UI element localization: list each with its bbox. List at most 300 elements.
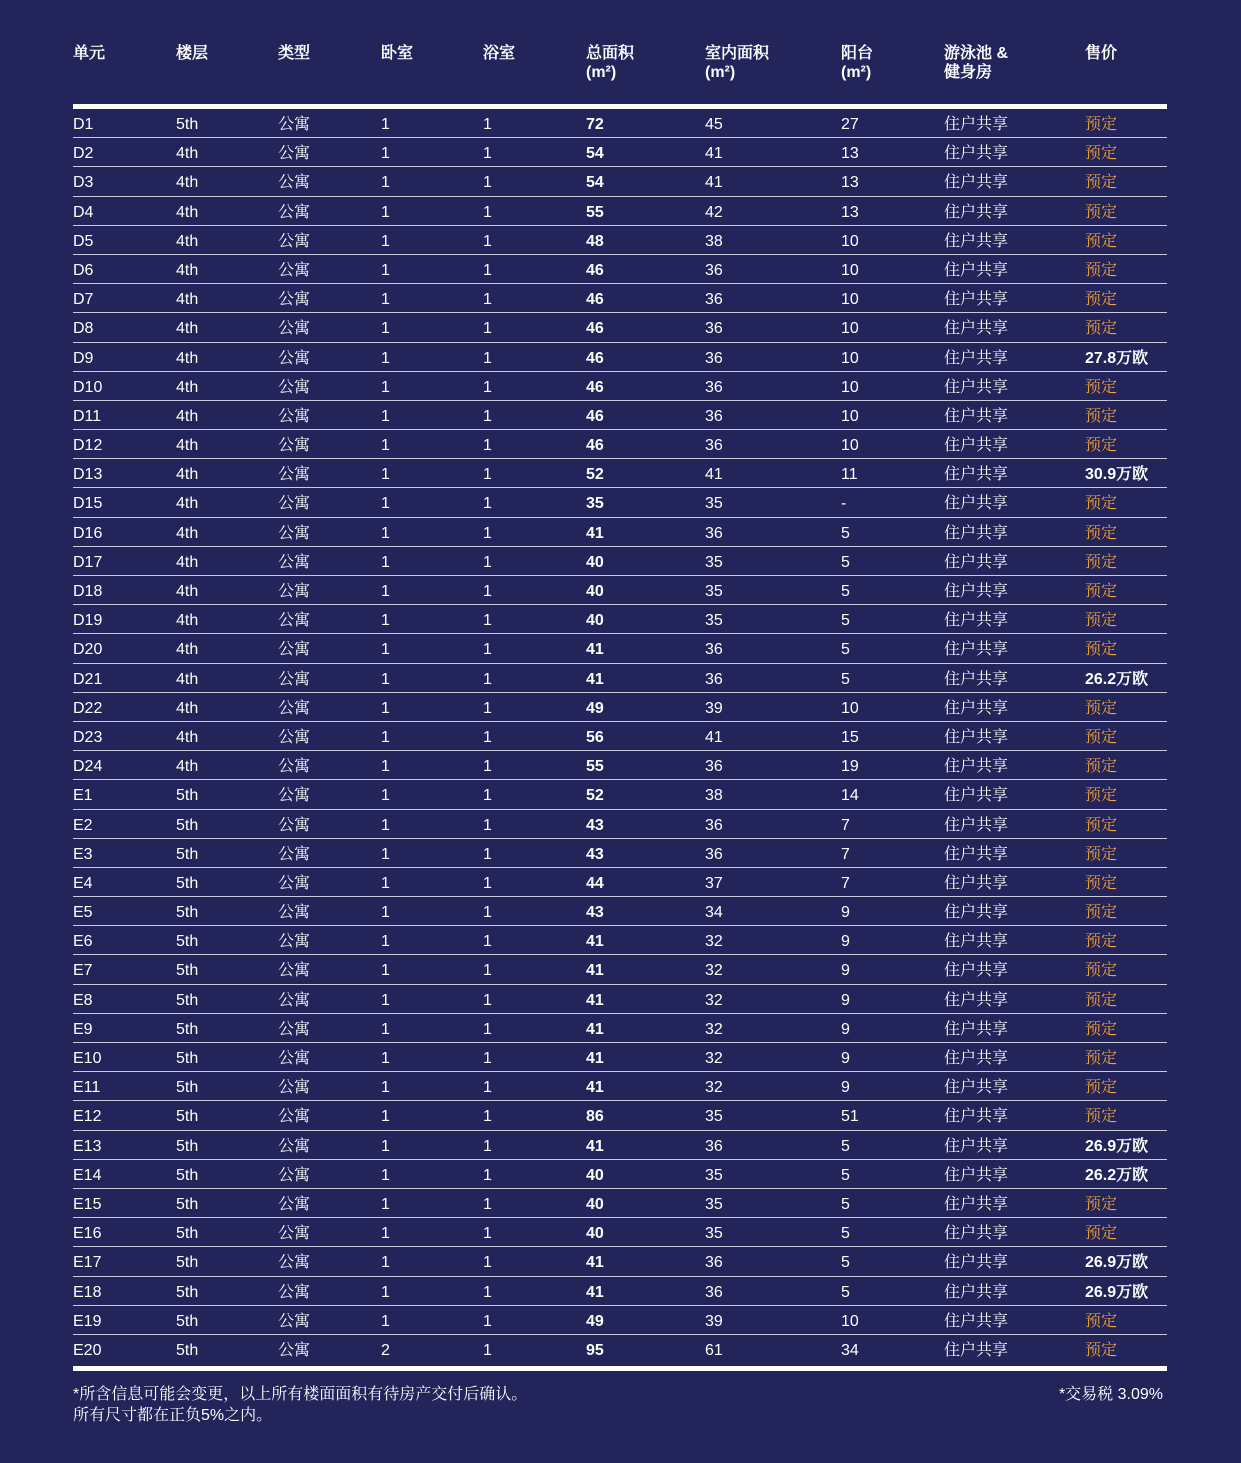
cell-interior-area: 41	[705, 728, 723, 746]
table-row	[73, 780, 1167, 809]
status-reserved: 预定	[1085, 874, 1118, 892]
cell-type: 公寓	[278, 1312, 311, 1330]
cell-floor: 5th	[176, 1020, 199, 1038]
cell-balcony: 5	[841, 1137, 850, 1155]
cell-bedrooms: 1	[381, 524, 390, 542]
cell-pool-gym: 住户共享	[944, 1137, 1009, 1155]
table-row	[73, 664, 1167, 693]
cell-bathrooms: 1	[483, 466, 492, 484]
cell-interior-area: 36	[705, 407, 723, 425]
cell-total-area: 46	[586, 261, 604, 279]
cell-bathrooms: 1	[483, 670, 492, 688]
table-row	[73, 1014, 1167, 1043]
cell-balcony: 5	[841, 670, 850, 688]
cell-pool-gym: 住户共享	[944, 437, 1009, 455]
cell-interior-area: 36	[705, 524, 723, 542]
cell-bedrooms: 1	[381, 1195, 390, 1213]
cell-type: 公寓	[278, 583, 311, 600]
table-row	[73, 1247, 1167, 1276]
cell-balcony: 9	[841, 991, 850, 1009]
cell-bathrooms: 1	[483, 320, 492, 338]
cell-unit: D7	[73, 291, 94, 309]
cell-bedrooms: 1	[381, 612, 390, 630]
cell-floor: 4th	[176, 466, 199, 484]
cell-total-area: 46	[586, 407, 604, 425]
header-bedrooms: 卧室	[381, 45, 414, 62]
cell-total-area: 41	[586, 1137, 604, 1155]
cell-total-area: 40	[586, 612, 604, 630]
cell-bedrooms: 1	[381, 145, 390, 163]
cell-bedrooms: 1	[381, 232, 390, 250]
cell-pool-gym: 住户共享	[944, 116, 1009, 133]
cell-total-area: 41	[586, 1020, 604, 1038]
cell-unit: E6	[73, 933, 93, 951]
cell-total-area: 40	[586, 1166, 604, 1184]
cell-type: 公寓	[278, 816, 311, 834]
cell-unit: E12	[73, 1108, 102, 1126]
cell-floor: 4th	[176, 174, 199, 192]
table-row	[73, 1218, 1167, 1247]
cell-pool-gym: 住户共享	[944, 1195, 1009, 1213]
table-row	[73, 1131, 1167, 1160]
cell-bedrooms: 1	[381, 320, 390, 338]
cell-unit: D18	[73, 583, 103, 600]
cell-total-area: 54	[586, 145, 604, 163]
status-reserved: 预定	[1085, 728, 1118, 746]
cell-bathrooms: 1	[483, 1137, 492, 1155]
cell-balcony: 10	[841, 232, 859, 250]
cell-type: 公寓	[278, 641, 311, 659]
cell-bathrooms: 1	[483, 641, 492, 659]
cell-pool-gym: 住户共享	[944, 1079, 1009, 1097]
cell-balcony: 7	[841, 845, 850, 863]
cell-interior-area: 36	[705, 320, 723, 338]
cell-bathrooms: 1	[483, 349, 492, 367]
cell-type: 公寓	[278, 874, 311, 892]
table-row	[73, 693, 1167, 722]
cell-unit: E16	[73, 1225, 102, 1243]
cell-bedrooms: 1	[381, 261, 390, 279]
cell-total-area: 55	[586, 758, 604, 776]
cell-floor: 4th	[176, 670, 199, 688]
cell-bathrooms: 1	[483, 1166, 492, 1184]
cell-unit: D1	[73, 116, 94, 133]
table-row	[73, 138, 1167, 167]
cell-unit: E18	[73, 1283, 102, 1301]
cell-unit: D11	[73, 407, 102, 425]
cell-interior-area: 32	[705, 933, 723, 951]
cell-pool-gym: 住户共享	[944, 962, 1009, 980]
cell-bedrooms: 1	[381, 1079, 390, 1097]
cell-interior-area: 41	[705, 466, 723, 484]
cell-bathrooms: 1	[483, 1225, 492, 1243]
cell-balcony: 10	[841, 378, 859, 396]
cell-balcony: 15	[841, 728, 859, 746]
cell-interior-area: 32	[705, 1050, 723, 1067]
table-row	[73, 634, 1167, 663]
cell-interior-area: 36	[705, 437, 723, 455]
cell-interior-area: 36	[705, 670, 723, 688]
cell-unit: E11	[73, 1079, 101, 1097]
cell-type: 公寓	[278, 1166, 311, 1184]
cell-bedrooms: 1	[381, 1108, 390, 1126]
cell-unit: D9	[73, 349, 94, 367]
cell-bathrooms: 1	[483, 787, 492, 805]
status-reserved: 预定	[1085, 904, 1118, 922]
cell-floor: 4th	[176, 232, 199, 250]
cell-bedrooms: 1	[381, 904, 390, 922]
cell-interior-area: 32	[705, 991, 723, 1009]
cell-total-area: 41	[586, 962, 604, 980]
cell-bathrooms: 1	[483, 816, 492, 834]
cell-type: 公寓	[278, 232, 311, 250]
status-reserved: 预定	[1085, 1020, 1118, 1038]
status-reserved: 预定	[1085, 553, 1118, 571]
cell-balcony: 5	[841, 612, 850, 630]
cell-type: 公寓	[278, 787, 311, 805]
cell-floor: 5th	[176, 991, 199, 1009]
cell-floor: 5th	[176, 1137, 199, 1155]
cell-total-area: 86	[586, 1108, 604, 1126]
cell-bathrooms: 1	[483, 553, 492, 571]
cell-unit: E7	[73, 962, 93, 980]
cell-total-area: 41	[586, 1283, 604, 1301]
cell-type: 公寓	[278, 495, 311, 513]
cell-bathrooms: 1	[483, 378, 492, 396]
cell-unit: E20	[73, 1341, 102, 1359]
cell-total-area: 43	[586, 904, 604, 922]
cell-bathrooms: 1	[483, 291, 492, 309]
cell-balcony: 10	[841, 1312, 859, 1330]
cell-total-area: 46	[586, 349, 604, 367]
cell-bathrooms: 1	[483, 495, 492, 513]
table-row	[73, 810, 1167, 839]
cell-unit: E9	[73, 1020, 93, 1038]
cell-unit: D2	[73, 145, 94, 163]
header-pool-gym: 游泳池 & 健身房	[944, 45, 1009, 81]
cell-bathrooms: 1	[483, 728, 492, 746]
cell-type: 公寓	[278, 349, 311, 367]
cell-pool-gym: 住户共享	[944, 787, 1009, 805]
table-row	[73, 167, 1167, 196]
cell-floor: 5th	[176, 1341, 199, 1359]
cell-pool-gym: 住户共享	[944, 291, 1009, 309]
cell-balcony: 13	[841, 174, 859, 192]
cell-bathrooms: 1	[483, 232, 492, 250]
status-reserved: 预定	[1085, 1050, 1118, 1067]
cell-floor: 4th	[176, 699, 199, 717]
cell-pool-gym: 住户共享	[944, 728, 1009, 746]
cell-type: 公寓	[278, 1341, 311, 1359]
cell-floor: 4th	[176, 407, 199, 425]
cell-interior-area: 34	[705, 904, 723, 922]
cell-bathrooms: 1	[483, 174, 492, 192]
cell-total-area: 55	[586, 203, 604, 221]
table-header	[73, 44, 1167, 96]
cell-bedrooms: 1	[381, 962, 390, 980]
cell-unit: D4	[73, 203, 94, 221]
cell-floor: 5th	[176, 1254, 199, 1272]
cell-bedrooms: 1	[381, 466, 390, 484]
cell-type: 公寓	[278, 699, 311, 717]
cell-pool-gym: 住户共享	[944, 466, 1009, 484]
cell-total-area: 52	[586, 787, 604, 805]
cell-type: 公寓	[278, 1283, 311, 1301]
status-reserved: 预定	[1085, 758, 1118, 776]
cell-floor: 5th	[176, 933, 199, 951]
cell-pool-gym: 住户共享	[944, 553, 1009, 571]
cell-bathrooms: 1	[483, 1312, 492, 1330]
cell-interior-area: 39	[705, 699, 723, 717]
cell-bathrooms: 1	[483, 699, 492, 717]
cell-balcony: 10	[841, 349, 859, 367]
cell-unit: E2	[73, 816, 93, 834]
cell-balcony: 10	[841, 261, 859, 279]
cell-bedrooms: 1	[381, 874, 390, 892]
cell-bedrooms: 1	[381, 437, 390, 455]
status-reserved: 预定	[1085, 816, 1118, 834]
cell-bathrooms: 1	[483, 1195, 492, 1213]
cell-pool-gym: 住户共享	[944, 174, 1009, 192]
cell-bedrooms: 1	[381, 1020, 390, 1038]
table-row	[73, 1277, 1167, 1306]
table-row	[73, 343, 1167, 372]
cell-pool-gym: 住户共享	[944, 612, 1009, 630]
cell-bedrooms: 1	[381, 699, 390, 717]
cell-balcony: 7	[841, 874, 850, 892]
cell-interior-area: 35	[705, 583, 723, 600]
cell-pool-gym: 住户共享	[944, 349, 1009, 367]
cell-bathrooms: 1	[483, 261, 492, 279]
cell-total-area: 46	[586, 437, 604, 455]
cell-bathrooms: 1	[483, 145, 492, 163]
cell-unit: E14	[73, 1166, 102, 1184]
cell-interior-area: 36	[705, 349, 723, 367]
cell-floor: 4th	[176, 261, 199, 279]
status-reserved: 预定	[1085, 291, 1118, 309]
cell-interior-area: 36	[705, 1254, 723, 1272]
cell-bedrooms: 1	[381, 495, 390, 513]
cell-balcony: 10	[841, 437, 859, 455]
cell-interior-area: 36	[705, 378, 723, 396]
table-row	[73, 955, 1167, 984]
cell-type: 公寓	[278, 845, 311, 863]
cell-floor: 5th	[176, 116, 199, 133]
cell-bathrooms: 1	[483, 758, 492, 776]
cell-unit: D15	[73, 495, 103, 513]
table-row	[73, 1335, 1167, 1364]
cell-unit: E19	[73, 1312, 102, 1330]
cell-bathrooms: 1	[483, 116, 492, 133]
cell-floor: 5th	[176, 1225, 199, 1243]
cell-unit: D16	[73, 524, 103, 542]
cell-bathrooms: 1	[483, 962, 492, 980]
cell-balcony: 51	[841, 1108, 859, 1126]
cell-type: 公寓	[278, 261, 311, 279]
cell-unit: D24	[73, 758, 103, 776]
cell-type: 公寓	[278, 174, 311, 192]
cell-pool-gym: 住户共享	[944, 1166, 1009, 1184]
status-reserved: 预定	[1085, 641, 1118, 659]
cell-bathrooms: 1	[483, 904, 492, 922]
status-reserved: 预定	[1085, 116, 1118, 133]
cell-interior-area: 32	[705, 962, 723, 980]
header-price: 售价	[1085, 45, 1118, 62]
cell-interior-area: 36	[705, 641, 723, 659]
header-unit: 单元	[73, 45, 106, 62]
cell-total-area: 41	[586, 670, 604, 688]
cell-floor: 5th	[176, 787, 199, 805]
cell-total-area: 46	[586, 320, 604, 338]
cell-floor: 5th	[176, 1283, 199, 1301]
table-row	[73, 1306, 1167, 1335]
cell-interior-area: 37	[705, 874, 723, 892]
cell-type: 公寓	[278, 437, 311, 455]
cell-unit: D21	[73, 670, 103, 688]
cell-type: 公寓	[278, 466, 311, 484]
cell-balcony: 9	[841, 904, 850, 922]
table-row	[73, 751, 1167, 780]
cell-floor: 4th	[176, 758, 199, 776]
status-reserved: 预定	[1085, 1312, 1118, 1330]
table-row	[73, 459, 1167, 488]
cell-type: 公寓	[278, 1195, 311, 1213]
cell-floor: 4th	[176, 203, 199, 221]
price-value: 26.2万欧	[1085, 1166, 1149, 1184]
cell-balcony: 5	[841, 583, 850, 600]
cell-unit: D13	[73, 466, 103, 484]
cell-bedrooms: 1	[381, 378, 390, 396]
status-reserved: 预定	[1085, 320, 1118, 338]
cell-unit: D22	[73, 699, 103, 717]
table-row	[73, 518, 1167, 547]
cell-unit: D17	[73, 553, 103, 571]
cell-type: 公寓	[278, 291, 311, 309]
cell-balcony: 11	[841, 466, 858, 484]
status-reserved: 预定	[1085, 991, 1118, 1009]
cell-unit: E10	[73, 1050, 102, 1067]
cell-interior-area: 42	[705, 203, 723, 221]
table-row	[73, 1043, 1167, 1072]
header-total-area: 总面积 (m²)	[586, 45, 635, 81]
cell-pool-gym: 住户共享	[944, 1312, 1009, 1330]
cell-type: 公寓	[278, 1254, 311, 1272]
cell-bedrooms: 1	[381, 991, 390, 1009]
cell-balcony: 14	[841, 787, 859, 805]
cell-pool-gym: 住户共享	[944, 232, 1009, 250]
table-row	[73, 401, 1167, 430]
status-reserved: 预定	[1085, 203, 1118, 221]
table-row	[73, 1160, 1167, 1189]
cell-pool-gym: 住户共享	[944, 1050, 1009, 1067]
cell-total-area: 41	[586, 524, 604, 542]
cell-balcony: 5	[841, 553, 850, 571]
cell-balcony: 5	[841, 1254, 850, 1272]
cell-bathrooms: 1	[483, 203, 492, 221]
cell-balcony: 5	[841, 1283, 850, 1301]
footnote-line-1: *所含信息可能会变更，以上所有楼面面积有待房产交付后确认。	[73, 1386, 528, 1403]
cell-interior-area: 36	[705, 845, 723, 863]
status-reserved: 预定	[1085, 962, 1118, 980]
cell-interior-area: 41	[705, 145, 723, 163]
status-reserved: 预定	[1085, 524, 1118, 542]
table-row	[73, 926, 1167, 955]
cell-balcony: 10	[841, 699, 859, 717]
table-row	[73, 839, 1167, 868]
cell-bathrooms: 1	[483, 612, 492, 630]
table-row	[73, 284, 1167, 313]
cell-interior-area: 32	[705, 1079, 723, 1097]
cell-type: 公寓	[278, 933, 311, 951]
cell-interior-area: 38	[705, 787, 723, 805]
cell-floor: 4th	[176, 349, 199, 367]
cell-pool-gym: 住户共享	[944, 641, 1009, 659]
status-reserved: 预定	[1085, 933, 1118, 951]
cell-type: 公寓	[278, 1108, 311, 1126]
cell-floor: 4th	[176, 524, 199, 542]
table-row	[73, 197, 1167, 226]
cell-bedrooms: 1	[381, 291, 390, 309]
cell-bedrooms: 1	[381, 1312, 390, 1330]
cell-bathrooms: 1	[483, 583, 492, 600]
header-bathrooms: 浴室	[483, 45, 516, 62]
cell-floor: 5th	[176, 1108, 199, 1126]
cell-pool-gym: 住户共享	[944, 407, 1009, 425]
cell-balcony: 9	[841, 1079, 850, 1097]
cell-bedrooms: 1	[381, 670, 390, 688]
cell-unit: E3	[73, 845, 93, 863]
table-bottom-rule	[73, 1366, 1167, 1371]
cell-type: 公寓	[278, 1225, 311, 1243]
cell-pool-gym: 住户共享	[944, 1108, 1009, 1126]
footnote	[73, 1384, 527, 1426]
cell-pool-gym: 住户共享	[944, 699, 1009, 717]
cell-balcony: 10	[841, 320, 859, 338]
cell-pool-gym: 住户共享	[944, 495, 1009, 513]
cell-balcony: 9	[841, 1050, 850, 1067]
cell-type: 公寓	[278, 145, 311, 163]
cell-pool-gym: 住户共享	[944, 816, 1009, 834]
cell-total-area: 40	[586, 1225, 604, 1243]
cell-bedrooms: 1	[381, 203, 390, 221]
cell-bedrooms: 1	[381, 1137, 390, 1155]
cell-bedrooms: 1	[381, 553, 390, 571]
status-reserved: 预定	[1085, 378, 1118, 396]
cell-total-area: 40	[586, 553, 604, 571]
cell-type: 公寓	[278, 116, 311, 133]
cell-bathrooms: 1	[483, 933, 492, 951]
cell-total-area: 49	[586, 1312, 604, 1330]
cell-floor: 5th	[176, 874, 199, 892]
cell-bedrooms: 1	[381, 728, 390, 746]
table-row	[73, 547, 1167, 576]
cell-bathrooms: 1	[483, 524, 492, 542]
cell-floor: 4th	[176, 320, 199, 338]
cell-pool-gym: 住户共享	[944, 758, 1009, 776]
cell-floor: 4th	[176, 612, 199, 630]
cell-total-area: 41	[586, 641, 604, 659]
cell-bathrooms: 1	[483, 1254, 492, 1272]
cell-pool-gym: 住户共享	[944, 1341, 1009, 1359]
footnote-line-2: 所有尺寸都在正负5%之内。	[73, 1407, 273, 1424]
cell-unit: D20	[73, 641, 103, 659]
cell-interior-area: 36	[705, 291, 723, 309]
cell-interior-area: 36	[705, 816, 723, 834]
cell-bedrooms: 1	[381, 407, 390, 425]
cell-bathrooms: 1	[483, 874, 492, 892]
cell-floor: 5th	[176, 1079, 199, 1097]
cell-bathrooms: 1	[483, 991, 492, 1009]
